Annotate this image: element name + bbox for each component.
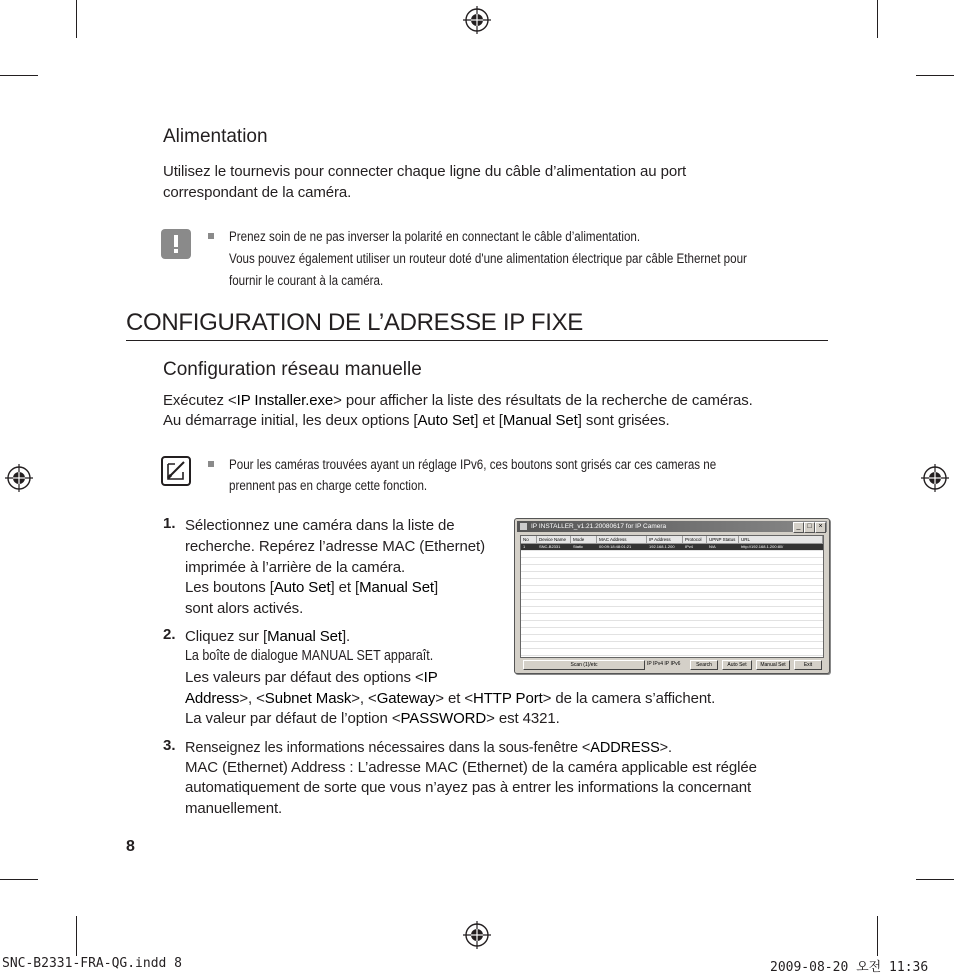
step-text [185,667,438,688]
text: Exécutez < [163,392,237,409]
table-row [521,600,823,607]
registration-mark-icon [5,464,33,492]
text: Les boutons [ [185,579,274,596]
table-cell: N/A [709,544,716,549]
text-emphasis: Gateway [376,690,436,707]
registration-mark-icon [463,6,491,34]
table-cell: SNC-B2331 [539,544,561,549]
intro-line-1 [163,390,753,411]
table-row [521,635,823,642]
table-row [521,572,823,579]
column-header: Mode [571,536,597,543]
caution-icon [161,229,191,259]
body-text: Utilisez le tournevis pour connecter chaque ligne du câble d’alimentation au port [163,163,687,180]
window-title: IP INSTALLER_v1.21.20080617 for IP Camera [531,523,667,530]
crop-mark [916,879,954,880]
step-text [185,688,715,709]
intro-line-2 [163,410,670,431]
step-number: 3. [163,737,176,754]
table-cell: http://192.168.1.200:80/ [741,544,784,549]
text-emphasis: Subnet Mask [264,690,352,707]
step-text: Sélectionnez une caméra dans la liste de [185,517,455,534]
registration-mark-icon [921,464,949,492]
body-text: correspondant de la caméra. [163,184,352,201]
table-cell: 1 [523,544,526,549]
column-header: Device Name [537,536,571,543]
text: Au démarrage initial, les deux options [ [163,412,418,429]
text-emphasis: Auto Set [417,412,475,429]
text-emphasis: IP [423,669,438,686]
crop-mark [877,0,878,38]
slug-filename: SNC-B2331-FRA-QG.indd 8 [2,956,183,971]
step-text [185,577,438,598]
text: Les valeurs par défaut des options < [185,669,424,686]
step-text [185,737,672,759]
step-text: MAC (Ethernet) Address : L’adresse MAC (Ethernet) de la caméra applicable est réglée [185,759,757,776]
table-row [521,558,823,565]
step-number: 1. [163,515,176,532]
text: > pour afficher la liste des résultats de la recherche de caméras. [333,392,753,409]
section-heading-alimentation: Alimentation [163,126,268,147]
step-text: recherche. Repérez l’adresse MAC (Ethernet) [185,538,485,555]
table-row [521,579,823,586]
column-header: URL [739,536,823,543]
note-icon [161,456,191,486]
note-text: prennent pas en charge cette fonction. [229,478,428,493]
auto-set-button: Auto Set [722,660,752,670]
crop-mark [877,916,878,956]
text: > de la camera s’affichent. [542,690,716,707]
app-icon [520,523,527,530]
crop-mark [76,916,77,956]
section-title: CONFIGURATION DE L’ADRESSE IP FIXE [126,309,584,336]
exit-button: Exit [794,660,822,670]
text: >, < [351,690,377,707]
protocol-checkboxes: IP IPv4 IP IPv6 [647,661,681,667]
step-text [185,626,350,647]
text-emphasis: Manual Set [359,579,435,596]
step-text: sont alors activés. [185,600,304,617]
note-text: Pour les caméras trouvées ayant un réglage IPv6, ces boutons sont grisés car ces cameras ne [229,457,717,472]
grid-header [521,536,823,544]
table-row [521,607,823,614]
crop-mark [76,0,77,38]
text-emphasis: Auto Set [273,579,331,596]
text: Renseignez les informations nécessaires dans la sous-fenêtre < [185,740,591,756]
text-emphasis: PASSWORD [400,710,487,727]
text: ] et [ [330,579,360,596]
text: ] [434,579,439,596]
table-row [521,565,823,572]
table-row [521,649,823,656]
column-header: UPNP Status [707,536,739,543]
bullet-icon [208,461,214,467]
bullet-icon [208,233,214,239]
search-button: Search [690,660,718,670]
table-row [521,551,823,558]
window-titlebar [517,521,827,532]
section-title-rule [126,340,828,341]
text: La valeur par défaut de l’option < [185,710,401,727]
text-emphasis: Manual Set [267,628,342,645]
text: Cliquez sur [ [185,628,268,645]
page-number: 8 [126,838,135,855]
text: ] sont grisées. [577,412,670,429]
text-emphasis: Manual Set [502,412,578,429]
text: >, < [239,690,265,707]
table-cell: 192.168.1.200 [649,544,675,549]
table-row [521,586,823,593]
subheading: Configuration réseau manuelle [163,359,422,380]
caution-text: Prenez soin de ne pas inverser la polarité en connectant le câble d’alimentation. [229,229,641,244]
table-row [521,614,823,621]
text-emphasis: IP Installer.exe [236,392,334,409]
table-row [521,621,823,628]
crop-mark [0,879,38,880]
text: ]. [341,628,351,645]
table-row [521,642,823,649]
column-header: IP Address [647,536,683,543]
text: >. [659,740,672,756]
caution-text: Vous pouvez également utiliser un routeur doté d'une alimentation électrique par câble Ethernet pour [229,251,747,266]
text-emphasis: HTTP Port [472,690,543,707]
step-text: manuellement. [185,800,283,817]
text-emphasis: Address [185,690,240,707]
table-row [521,593,823,600]
maximize-icon: □ [804,522,815,533]
manual-set-button: Manual Set [756,660,790,670]
text: > est 4321. [486,710,560,727]
text: > et < [435,690,473,707]
step-text: La boîte de dialogue MANUAL SET apparaît. [185,648,434,664]
minimize-icon: _ [793,522,804,533]
step-number: 2. [163,626,176,643]
text: ] et [ [474,412,503,429]
step-text [185,708,560,729]
column-header: No [521,536,537,543]
close-icon: × [815,522,826,533]
column-header: Protocol [683,536,707,543]
step-text: imprimée à l’arrière de la caméra. [185,559,406,576]
slug-date: 2009-08-20 오전 11:36 [770,960,929,975]
ip-installer-window-screenshot [514,518,830,674]
table-cell: Static [573,544,584,549]
crop-mark [916,75,954,76]
column-header: MAC Address [597,536,647,543]
table-cell: 00:09:18:48:01:21 [599,544,632,549]
camera-list-grid [520,535,824,658]
step-text: automatiquement de sorte que vous n’ayez pas à entrer les informations la concernant [185,779,752,796]
table-row-selected [521,544,823,551]
crop-mark [0,75,38,76]
table-row [521,628,823,635]
table-cell: IPv4 [685,544,694,549]
caution-text: fournir le courant à la caméra. [229,273,384,288]
registration-mark-icon [463,921,491,949]
text-emphasis: ADDRESS [590,740,660,756]
scan-button: Scan (1)/etc [523,660,645,670]
